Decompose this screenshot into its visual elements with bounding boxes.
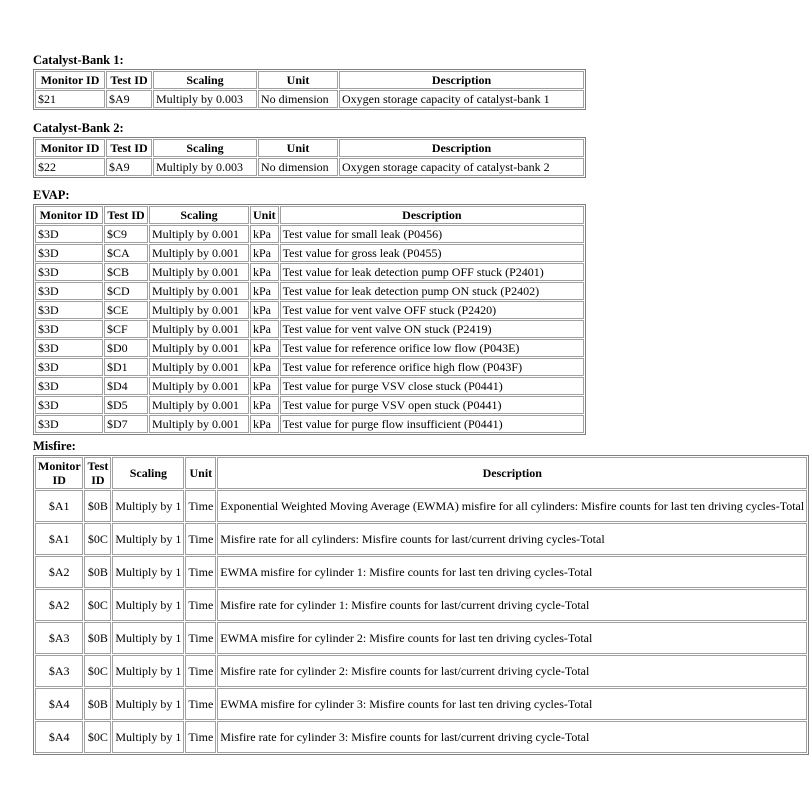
table-cell: Time [185, 556, 216, 588]
table-cell: $D0 [104, 339, 148, 357]
table-cell: kPa [250, 225, 279, 243]
column-header: Scaling [112, 457, 184, 489]
table-cell: Test value for vent valve ON stuck (P2419) [280, 320, 584, 338]
table-cell: Time [185, 622, 216, 654]
table-cell: Multiply by 0.001 [149, 244, 249, 262]
table-cell: $A3 [35, 622, 83, 654]
table-cell: $A2 [35, 556, 83, 588]
table-cell: $D4 [104, 377, 148, 395]
table-cell: $CE [104, 301, 148, 319]
table-cell: $22 [35, 158, 105, 176]
table-cell: EWMA misfire for cylinder 1: Misfire counts for last ten driving cycles-Total [217, 556, 807, 588]
table-cell: Test value for purge VSV close stuck (P0441) [280, 377, 584, 395]
section-title: EVAP: [33, 188, 70, 202]
table-cell: $3D [35, 396, 103, 414]
table-cell: $CB [104, 263, 148, 281]
table-cell: kPa [250, 377, 279, 395]
table-row [35, 688, 807, 720]
table-cell: $3D [35, 263, 103, 281]
table-row [35, 90, 584, 108]
table-cell: Test value for leak detection pump ON stuck (P2402) [280, 282, 584, 300]
column-header: Unit [258, 71, 338, 89]
table-cell: $A4 [35, 721, 83, 753]
table-cell: Test value for leak detection pump OFF stuck (P2401) [280, 263, 584, 281]
table-cell: $A9 [106, 90, 152, 108]
evap-section [33, 188, 586, 435]
table-row [35, 158, 584, 176]
table-row [35, 377, 584, 395]
table-header-row [35, 206, 584, 224]
column-header: Monitor ID [35, 71, 105, 89]
table-cell: $0C [84, 655, 111, 687]
table-cell: $A2 [35, 589, 83, 621]
misfire-section [33, 439, 809, 755]
table-cell: $D5 [104, 396, 148, 414]
table-cell: Multiply by 1 [112, 556, 184, 588]
evap-table [33, 204, 586, 435]
table-cell: Oxygen storage capacity of catalyst-bank 1 [339, 90, 584, 108]
column-header: Test ID [106, 139, 152, 157]
column-header: Description [339, 139, 584, 157]
table-cell: Multiply by 1 [112, 721, 184, 753]
table-cell: Multiply by 0.001 [149, 282, 249, 300]
table-cell: $CD [104, 282, 148, 300]
table-cell: Multiply by 0.001 [149, 377, 249, 395]
table-cell: $3D [35, 320, 103, 338]
table-cell: Multiply by 1 [112, 490, 184, 522]
table-cell: $3D [35, 415, 103, 433]
table-row [35, 263, 584, 281]
table-cell: kPa [250, 244, 279, 262]
table-row [35, 244, 584, 262]
table-cell: Misfire rate for cylinder 2: Misfire counts for last/current driving cycle-Total [217, 655, 807, 687]
table-cell: $3D [35, 377, 103, 395]
column-header: Scaling [153, 139, 257, 157]
table-cell: $0C [84, 523, 111, 555]
table-row [35, 396, 584, 414]
table-cell: $21 [35, 90, 105, 108]
table-row [35, 282, 584, 300]
table-cell: Test value for gross leak (P0455) [280, 244, 584, 262]
column-header: Unit [258, 139, 338, 157]
table-cell: Time [185, 721, 216, 753]
table-cell: $CA [104, 244, 148, 262]
section-title: Catalyst-Bank 2: [33, 121, 124, 135]
table-cell: $3D [35, 301, 103, 319]
table-row [35, 301, 584, 319]
catalyst-bank-2-table [33, 137, 586, 178]
column-header: Unit [185, 457, 216, 489]
column-header: Monitor ID [35, 457, 83, 489]
table-row [35, 320, 584, 338]
table-cell: $A9 [106, 158, 152, 176]
column-header: Monitor ID [35, 206, 103, 224]
table-cell: $A4 [35, 688, 83, 720]
catalyst-bank-1-table [33, 69, 586, 110]
table-cell: Multiply by 1 [112, 589, 184, 621]
table-cell: $0B [84, 556, 111, 588]
table-cell: kPa [250, 415, 279, 433]
table-cell: kPa [250, 301, 279, 319]
table-cell: Multiply by 0.001 [149, 225, 249, 243]
table-cell: Time [185, 523, 216, 555]
column-header: Test ID [106, 71, 152, 89]
table-cell: Multiply by 0.001 [149, 263, 249, 281]
table-cell: Multiply by 0.001 [149, 396, 249, 414]
table-cell: $3D [35, 282, 103, 300]
table-cell: kPa [250, 320, 279, 338]
table-cell: Multiply by 0.001 [149, 358, 249, 376]
table-cell: Multiply by 0.003 [153, 90, 257, 108]
table-cell: $CF [104, 320, 148, 338]
table-cell: $0C [84, 589, 111, 621]
table-cell: Multiply by 0.001 [149, 339, 249, 357]
table-row [35, 523, 807, 555]
table-row [35, 589, 807, 621]
table-cell: Test value for reference orifice high flow (P043F) [280, 358, 584, 376]
table-cell: Time [185, 688, 216, 720]
section-title: Misfire: [33, 439, 76, 453]
column-header: Unit [250, 206, 279, 224]
table-cell: $3D [35, 339, 103, 357]
column-header: Scaling [149, 206, 249, 224]
table-cell: $0B [84, 622, 111, 654]
table-cell: Multiply by 1 [112, 688, 184, 720]
misfire-table [33, 455, 809, 755]
table-row [35, 339, 584, 357]
table-row [35, 622, 807, 654]
table-cell: $3D [35, 225, 103, 243]
table-row [35, 556, 807, 588]
table-cell: Multiply by 0.001 [149, 320, 249, 338]
table-row [35, 655, 807, 687]
catalyst-bank-2-section [33, 121, 586, 178]
section-title: Catalyst-Bank 1: [33, 53, 124, 67]
table-cell: kPa [250, 358, 279, 376]
table-cell: Multiply by 1 [112, 655, 184, 687]
table-cell: Misfire rate for all cylinders: Misfire counts for last/current driving cycles-Total [217, 523, 807, 555]
table-row [35, 415, 584, 433]
table-cell: No dimension [258, 158, 338, 176]
table-cell: $3D [35, 358, 103, 376]
column-header: Monitor ID [35, 139, 105, 157]
table-cell: $A3 [35, 655, 83, 687]
table-cell: EWMA misfire for cylinder 2: Misfire counts for last ten driving cycles-Total [217, 622, 807, 654]
table-cell: Test value for small leak (P0456) [280, 225, 584, 243]
table-row [35, 721, 807, 753]
table-cell: EWMA misfire for cylinder 3: Misfire counts for last ten driving cycles-Total [217, 688, 807, 720]
table-cell: Multiply by 0.003 [153, 158, 257, 176]
table-cell: Time [185, 655, 216, 687]
table-header-row [35, 457, 807, 489]
table-cell: Exponential Weighted Moving Average (EWMA) misfire for all cylinders: Misfire counts for last ten driving cycles-Total [217, 490, 807, 522]
table-cell: $0B [84, 688, 111, 720]
table-cell: kPa [250, 263, 279, 281]
table-cell: Test value for purge flow insufficient (P0441) [280, 415, 584, 433]
table-cell: $A1 [35, 490, 83, 522]
table-cell: $0C [84, 721, 111, 753]
table-cell: kPa [250, 339, 279, 357]
table-cell: Multiply by 1 [112, 523, 184, 555]
table-cell: Time [185, 589, 216, 621]
table-cell: Oxygen storage capacity of catalyst-bank 2 [339, 158, 584, 176]
table-cell: Multiply by 0.001 [149, 301, 249, 319]
table-cell: Time [185, 490, 216, 522]
table-cell: No dimension [258, 90, 338, 108]
table-cell: $D7 [104, 415, 148, 433]
table-header-row [35, 71, 584, 89]
table-cell: $D1 [104, 358, 148, 376]
table-cell: $3D [35, 244, 103, 262]
column-header: Test ID [84, 457, 111, 489]
table-cell: Misfire rate for cylinder 1: Misfire counts for last/current driving cycle-Total [217, 589, 807, 621]
table-cell: kPa [250, 396, 279, 414]
column-header: Description [339, 71, 584, 89]
table-row [35, 225, 584, 243]
table-cell: $A1 [35, 523, 83, 555]
table-cell: Test value for purge VSV open stuck (P0441) [280, 396, 584, 414]
table-row [35, 358, 584, 376]
table-cell: Multiply by 0.001 [149, 415, 249, 433]
table-header-row [35, 139, 584, 157]
table-cell: $0B [84, 490, 111, 522]
column-header: Description [280, 206, 584, 224]
catalyst-bank-1-section [33, 53, 586, 110]
table-cell: kPa [250, 282, 279, 300]
table-cell: Multiply by 1 [112, 622, 184, 654]
table-cell: Test value for reference orifice low flow (P043E) [280, 339, 584, 357]
table-cell: $C9 [104, 225, 148, 243]
table-row [35, 490, 807, 522]
column-header: Scaling [153, 71, 257, 89]
column-header: Description [217, 457, 807, 489]
table-cell: Test value for vent valve OFF stuck (P2420) [280, 301, 584, 319]
table-cell: Misfire rate for cylinder 3: Misfire counts for last/current driving cycle-Total [217, 721, 807, 753]
column-header: Test ID [104, 206, 148, 224]
